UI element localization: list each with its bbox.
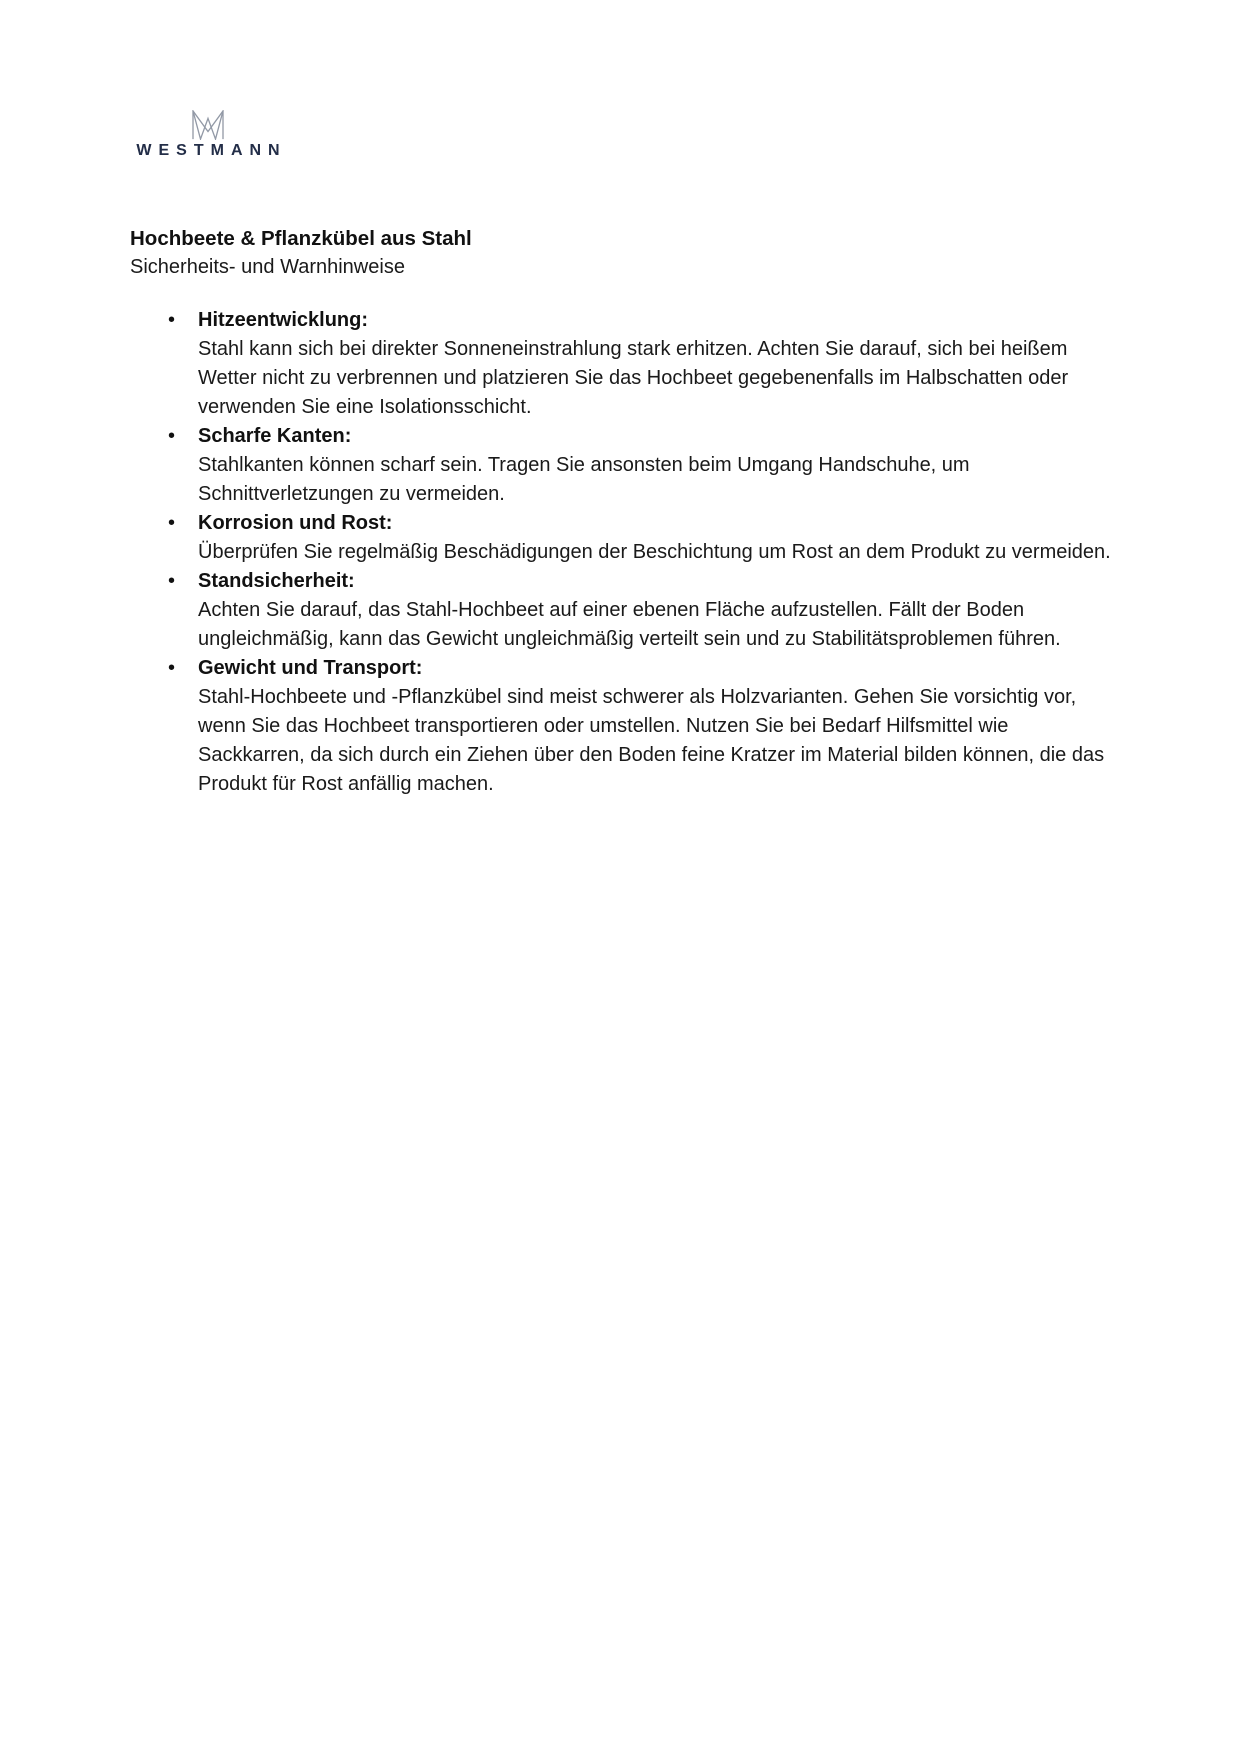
list-item-text: Achten Sie darauf, das Stahl-Hochbeet auf einer ebenen Fläche aufzustellen. Fällt der Boden ungleichmäßig, kann das Gewicht ungleichmäßig verteilt sein und zu Stabilitätsproblemen führen.	[198, 599, 1061, 650]
list-item-korrosion-und-rost	[130, 509, 1120, 567]
list-item-text: Stahl-Hochbeete und -Pflanzkübel sind meist schwerer als Holzvarianten. Gehen Sie vorsichtig vor, wenn Sie das Hochbeet transportieren oder umstellen. Nutzen Sie bei Bedarf Hilfsmittel wie Sackkarren, da sich durch ein Ziehen über den Boden feine Kratzer im Material bilden können, die das Produkt für Rost anfällig machen.	[198, 686, 1105, 795]
warning-list	[130, 306, 1120, 799]
bullet-icon: •	[168, 309, 176, 331]
list-item-label: Gewicht und Transport:	[198, 657, 423, 679]
bullet-icon: •	[168, 657, 176, 679]
list-item-text: Stahl kann sich bei direkter Sonneneinstrahlung stark erhitzen. Achten Sie darauf, sich bei heißem Wetter nicht zu verbrennen und platzieren Sie das Hochbeet gegebenenfalls im Halbschatten oder verwenden Sie eine Isolationsschicht.	[198, 338, 1069, 418]
westmann-wordmark: WESTMANN	[136, 142, 287, 159]
list-item-text: Stahlkanten können scharf sein. Tragen Sie ansonsten beim Umgang Handschuhe, um Schnittverletzungen zu vermeiden.	[198, 454, 970, 505]
list-item-label: Standsicherheit:	[198, 570, 355, 592]
list-item-gewicht-und-transport	[130, 654, 1120, 799]
list-item-text: Überprüfen Sie regelmäßig Beschädigungen der Beschichtung um Rost an dem Produkt zu vermeiden.	[198, 541, 1111, 563]
westmann-logo	[133, 110, 287, 160]
list-item-scharfe-kanten	[130, 422, 1120, 509]
bullet-icon: •	[168, 425, 176, 447]
page-title: Hochbeete & Pflanzkübel aus Stahl	[130, 227, 472, 250]
list-item-standsicherheit	[130, 567, 1120, 654]
list-item-label: Hitzeentwicklung:	[198, 309, 369, 331]
bullet-icon: •	[168, 570, 176, 592]
list-item-label: Korrosion und Rost:	[198, 512, 393, 534]
page-subtitle: Sicherheits- und Warnhinweise	[130, 256, 405, 278]
list-item-label: Scharfe Kanten:	[198, 425, 352, 447]
bullet-icon: •	[168, 512, 176, 534]
list-item-hitzeentwicklung	[130, 306, 1120, 422]
document-content	[130, 224, 1120, 799]
westmann-monogram-icon	[186, 110, 230, 140]
